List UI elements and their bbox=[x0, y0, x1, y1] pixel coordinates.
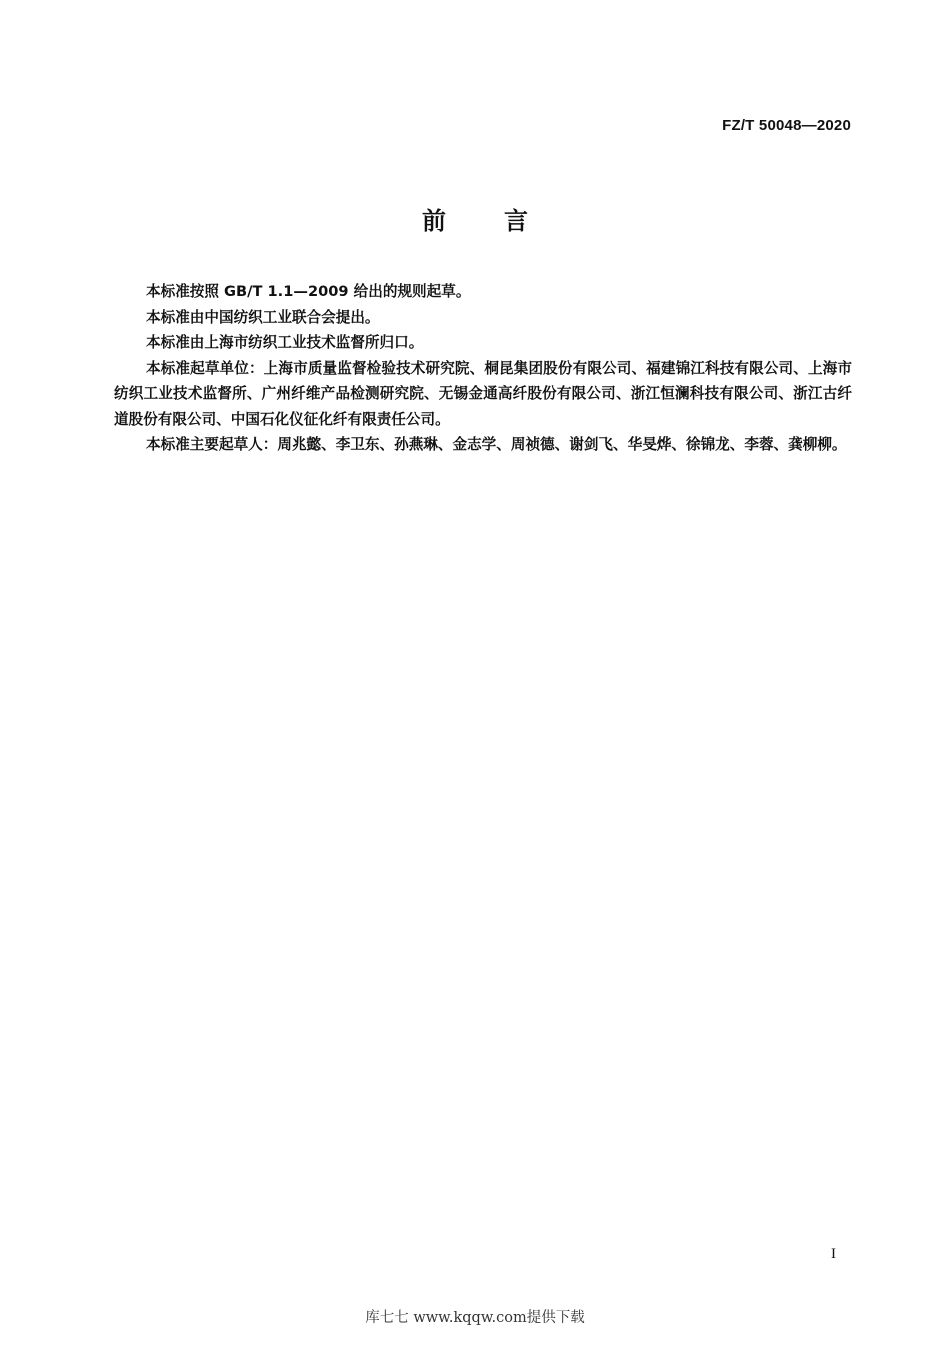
standard-code: FZ/T 50048—2020 bbox=[722, 117, 851, 134]
paragraph-centralized-by: 本标准由上海市纺织工业技术监督所归口。 bbox=[146, 334, 424, 351]
title-char-1: 前 bbox=[422, 207, 446, 235]
download-footer: 库七七 www.kqqw.com提供下载 bbox=[365, 1310, 585, 1326]
page-number: I bbox=[831, 1246, 836, 1262]
title-char-2: 言 bbox=[504, 207, 528, 235]
paragraph-proposed-by: 本标准由中国纺织工业联合会提出。 bbox=[146, 308, 380, 326]
foreword-body bbox=[114, 279, 852, 458]
paragraph-drafting-units: 本标准起草单位：上海市质量监督检验技术研究院、桐昆集团股份有限公司、福建锦江科技有限公司、上海市纺织工业技术监督所、广州纤维产品检测研究院、无锡金通高纤股份有限公司、浙江恒澜科技有限公司、浙江古纤道股份有限公司、中国石化仪征化纤有限责任公司。 bbox=[114, 359, 852, 428]
page-title bbox=[0, 201, 950, 236]
paragraph-drafting-rules: 本标准按照 GB/T 1.1—2009 给出的规则起草。 bbox=[146, 283, 471, 300]
paragraph-main-drafters: 本标准主要起草人：周兆懿、李卫东、孙燕琳、金志学、周祯德、谢剑飞、华旻烨、徐锦龙、李蓉、龚柳柳。 bbox=[146, 436, 847, 453]
